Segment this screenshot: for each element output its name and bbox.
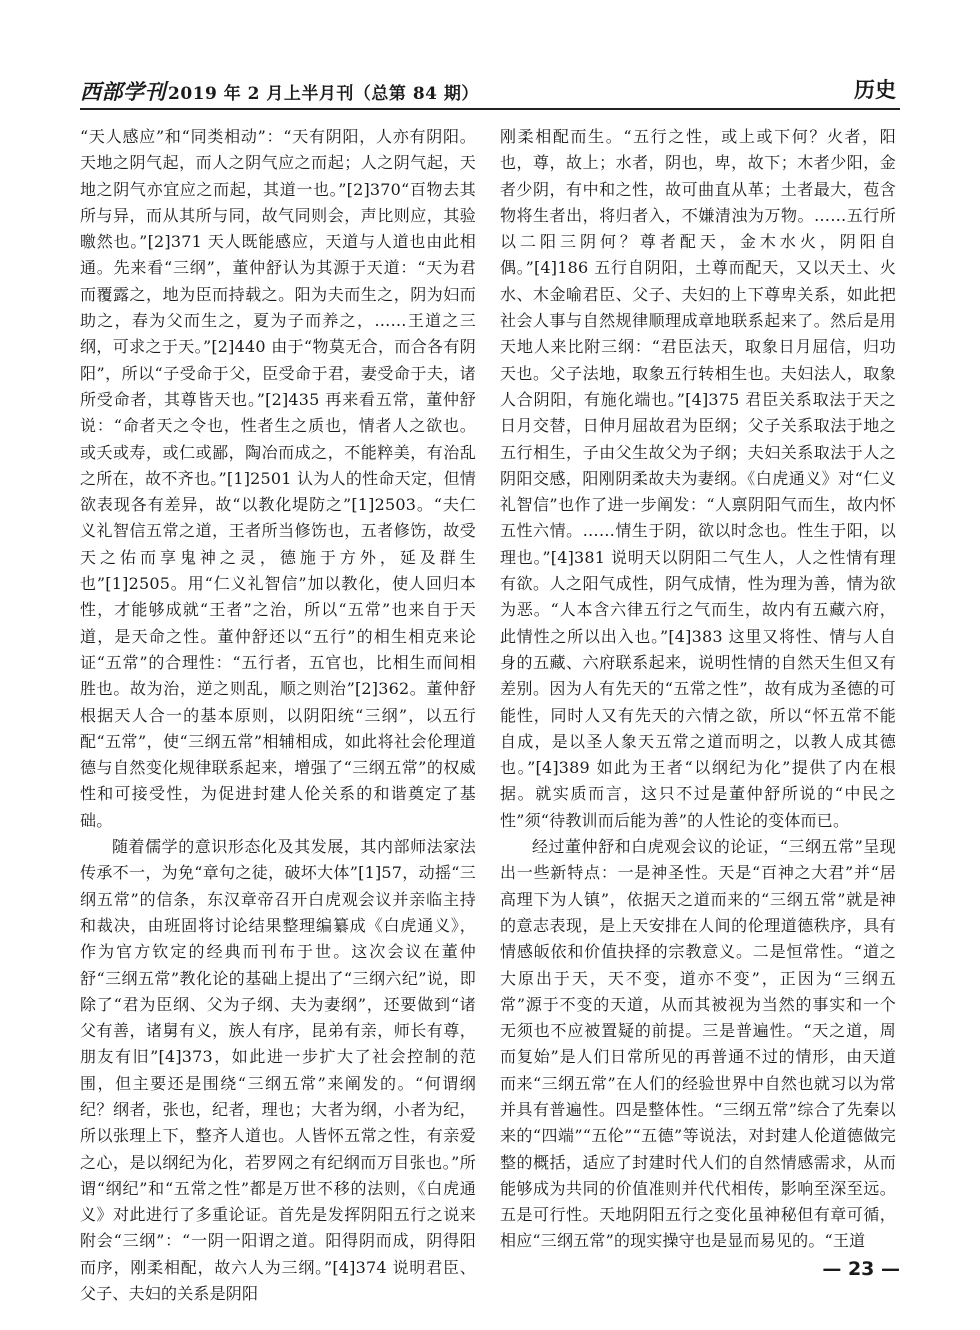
journal-logo: 西部学刊 <box>80 79 166 104</box>
left-column <box>80 124 476 1304</box>
section-label: 历史 <box>854 77 896 102</box>
paragraph: 随着儒学的意识形态化及其发展，其内部师法家法传承不一，为免“章句之徒，破坏大体”[1]57，动摇“三纲五常”的信条，东汉章帝召开白虎观会议并亲临主持和裁决，由班固将讨论结果整理编纂成《白虎通义》，作为官方钦定的经典而刊布于世。这次会议在董仲舒“三纲五常”教化论的基础上提出了“三纲六纪”说，即除了“君为臣纲、父为子纲、夫为妻纲”，还要做到“诸父有善，诸舅有义，族人有序，昆弟有亲，师长有尊，朋友有旧”[4]373，如此进一步扩大了社会控制的范围，但主要还是围绕“三纲五常”来阐发的。“何谓纲纪？纲者，张也，纪者，理也；大者为纲，小者为纪，所以张理上下，整齐人道也。人皆怀五常之性，有亲爱之心，是以纲纪为化，若罗网之有纪纲而万目张也。”所谓“纲纪”和“五常之性”都是万世不移的法则，《白虎通义》对此进行了多重论证。首先是发挥阴阳五行之说来附会“三纲”：“一阴一阳谓之道。阳得阴而成，阴得阳而序，刚柔相配，故六人为三纲。”[4]374 说明君臣、父子、夫妇的关系是阴阳 <box>80 837 476 1304</box>
issue-info: 2019 年 2 月上半月刊（总第 84 期） <box>168 84 479 104</box>
journal-info <box>80 76 479 106</box>
paragraph: 刚柔相配而生。“五行之性，或上或下何？火者，阳也，尊，故上；水者，阴也，卑，故下；木者少阳，金者少阴，有中和之性，故可曲直从革；土者最大，苞含物将生者出，将归者入，不嫌清浊为万物。……五行所以二阳三阴何？尊者配天，金木水火，阴阳自偶。”[4]186 五行自阴阳，土尊而配天，又以天土、火水、木金喻君臣、父子、夫妇的上下尊卑关系，如此把社会人事与自然规律顺理成章地联系起来了。然后是用天地人来比附三纲：“君臣法天，取象日月屈信，归功天也。父子法地，取象五行转相生也。夫妇法人，取象人合阴阳，有施化端也。”[4]375 君臣关系取法于天之日月交替，日伸月屈故君为臣纲；父子关系取法于地之五行相生，子由父生故父为子纲；夫妇关系取法于人之阴阳交感，阳刚阴柔故夫为妻纲。《白虎通义》对“仁义礼智信”也作了进一步阐发：“人禀阴阳气而生，故内怀五性六情。……情生于阴，欲以时念也。性生于阳，以理也。”[4]381 说明天以阴阳二气生人，人之性情有理有欲。人之阳气成性，阴气成情，性为理为善，情为欲为恶。“人本含六律五行之气而生，故内有五藏六府，此情性之所以出入也。”[4]383 这里又将性、情与人自身的五藏、六府联系起来，说明性情的自然天生但又有差别。因为人有先天的“五常之性”，故有成为圣德的可能性，同时人又有先天的六情之欲，所以“怀五常不能自成，是以圣人象天五常之道而明之，以教人成其德也。”[4]389 如此为王者“以纲纪为化”提供了内在根据。就实质而言，这只不过是董仲舒所说的“中民之性”须“待教训而后能为善”的人性论的变体而已。 <box>500 127 896 830</box>
page-number: — 23 — <box>822 1258 900 1280</box>
right-column <box>500 124 896 1254</box>
paragraph: “天人感应”和“同类相动”：“天有阴阳，人亦有阴阳。天地之阴气起，而人之阴气应之而起；人之阴气起，天地之阴气亦宜应之而起，其道一也。”[2]370“百物去其所与异，而从其所与同，故气同则会，声比则应，其验曒然也。”[2]371 天人既能感应，天道与人道也由此相通。先来看“三纲”，董仲舒认为其源于天道：“天为君而覆露之，地为臣而持载之。阳为夫而生之，阴为妇而助之，春为父而生之，夏为子而养之，……王道之三纲，可求之于天。”[2]440 由于“物莫无合，而合各有阴阳”，所以“子受命于父，臣受命于君，妻受命于夫，诸所受命者，其尊皆天也。”[2]435 再来看五常，董仲舒说：“命者天之令也，性者生之质也，情者人之欲也。或夭或寿，或仁或鄙，陶冶而成之，不能粹美，有治乱之所在，故不齐也。”[1]2501 认为人的性命天定，但情欲表现各有差异，故“以教化堤防之”[1]2503。“夫仁义礼智信五常之道，王者所当修饬也，五者修饬，故受天之佑而享鬼神之灵，德施于方外，延及群生也”[1]2505。用“仁义礼智信”加以教化，使人回归本性，才能够成就“王者”之治，所以“五常”也来自于天道，是天命之性。董仲舒还以“五行”的相生相克来论证“五常”的合理性：“五行者，五官也，比相生而间相胜也。故为治，逆之则乱，顺之则治”[2]362。董仲舒根据天人合一的基本原则，以阴阳统“三纲”，以五行配“五常”，使“三纲五常”相辅相成，如此将社会伦理道德与自然变化规律联系起来，增强了“三纲五常”的权威性和可接受性，为促进封建人伦关系的和谐奠定了基础。 <box>80 127 476 830</box>
paragraph: 经过董仲舒和白虎观会议的论证，“三纲五常”呈现出一些新特点：一是神圣性。天是“百神之大君”并“居高理下为人镇”，依据天之道而来的“三纲五常”就是神的意志表现，是上天安排在人间的伦理道德秩序，具有情感皈依和价值抉择的宗教意义。二是恒常性。“道之大原出于天，天不变，道亦不变”，正因为“三纲五常”源于不变的天道，从而其被视为当然的事实和一个无须也不应被置疑的前提。三是普遍性。“天之道，周而复始”是人们日常所见的再普通不过的情形，由天道而来“三纲五常”在人们的经验世界中自然也就习以为常并具有普遍性。四是整体性。“三纲五常”综合了先秦以来的“四端”“五伦”“五德”等说法，对封建人伦道德做完整的概括，适应了封建时代人们的自然情感需求，从而能够成为共同的价值准则并代代相传，影响至深至远。五是可行性。天地阴阳五行之变化虽神秘但有章可循，相应“三纲五常”的现实操守也是显而易见的。“王道 <box>500 837 896 1251</box>
running-header <box>80 70 900 110</box>
